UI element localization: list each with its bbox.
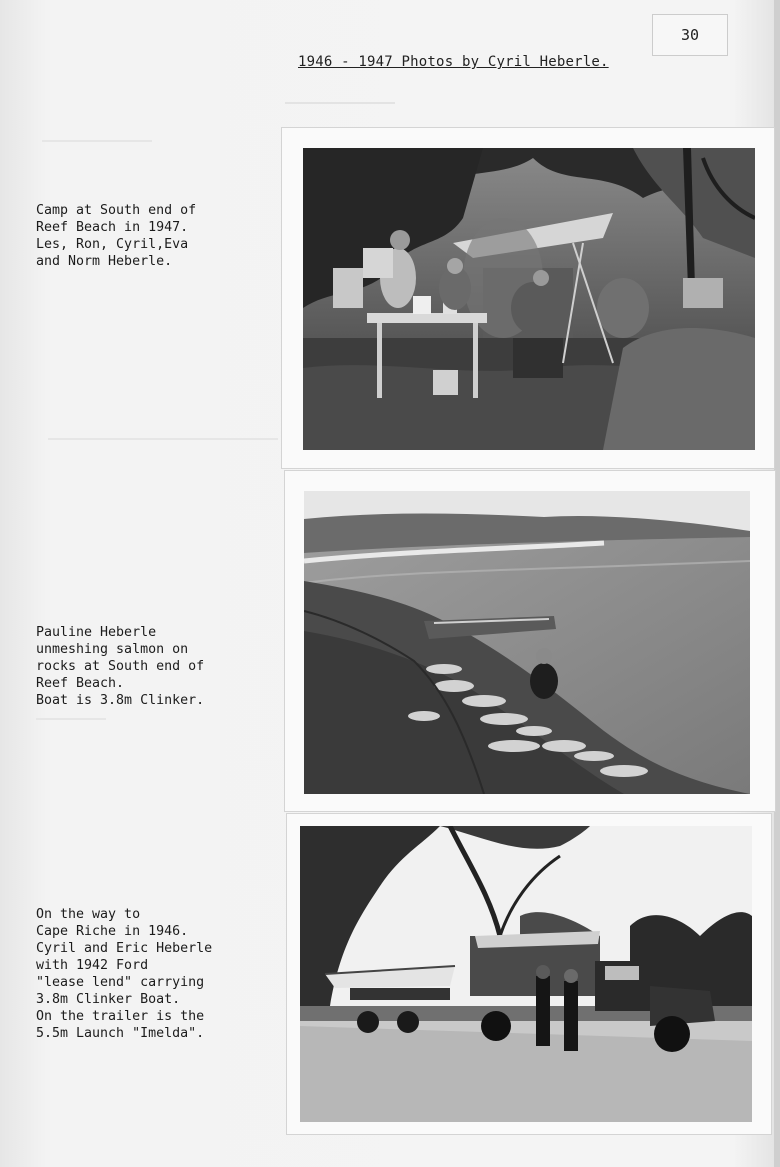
caption-line: 3.8m Clinker Boat. [36, 992, 181, 1007]
photo-ford [300, 826, 752, 1122]
caption-line: Pauline Heberle [36, 625, 157, 640]
photo-card-camp [281, 127, 775, 469]
caption-line: rocks at South end of [36, 659, 205, 674]
caption-line: unmeshing salmon on [36, 642, 189, 657]
caption-line: On the trailer is the [36, 1009, 205, 1024]
caption-line: Camp at South end of [36, 203, 197, 218]
caption-line: "lease lend" carrying [36, 975, 205, 990]
photo-camp [303, 148, 755, 450]
caption-line: 5.5m Launch "Imelda". [36, 1026, 205, 1041]
page-number: 30 [652, 14, 728, 56]
caption-line: Cape Riche in 1946. [36, 924, 189, 939]
caption-camp [36, 202, 196, 270]
caption-line: Boat is 3.8m Clinker. [36, 693, 205, 708]
photo-card-ford [286, 813, 772, 1135]
caption-line: with 1942 Ford [36, 958, 149, 973]
caption-line: Reef Beach. [36, 676, 125, 691]
bleed-through-line [36, 710, 106, 720]
caption-line: Reef Beach in 1947. [36, 220, 189, 235]
photo-salmon [304, 491, 750, 794]
caption-ford [36, 906, 212, 1042]
caption-salmon [36, 624, 204, 709]
caption-line: and Norm Heberle. [36, 254, 173, 269]
bleed-through-line [48, 428, 278, 440]
page-title: 1946 - 1947 Photos by Cyril Heberle. [298, 54, 609, 70]
caption-line: Cyril and Eric Heberle [36, 941, 213, 956]
caption-line: On the way to [36, 907, 141, 922]
photo-card-salmon [284, 470, 776, 812]
caption-line: Les, Ron, Cyril,Eva [36, 237, 189, 252]
bleed-through-line [285, 92, 395, 104]
bleed-through-line [42, 130, 152, 142]
